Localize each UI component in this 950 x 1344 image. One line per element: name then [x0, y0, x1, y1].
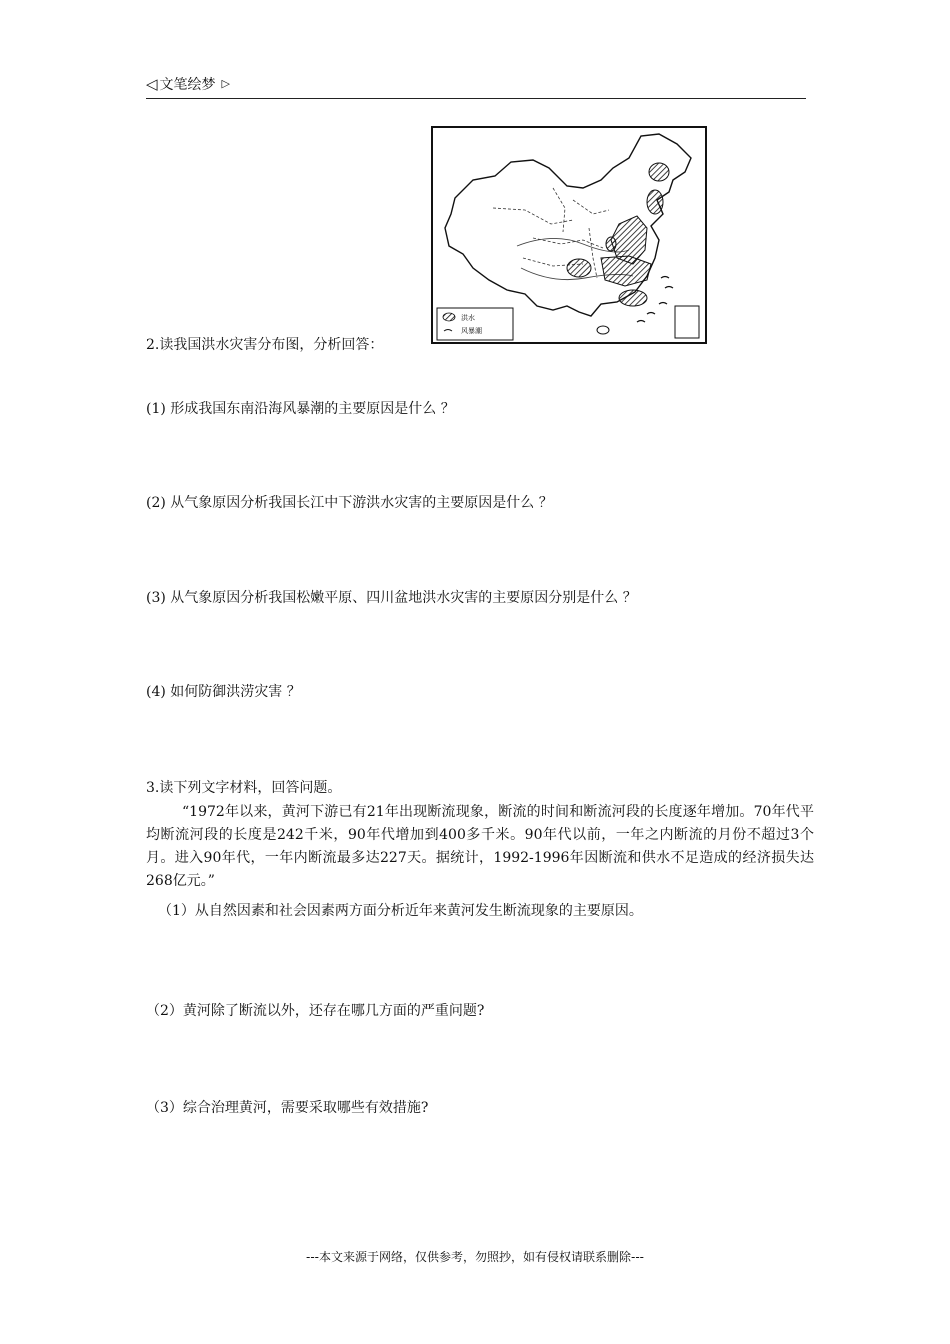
question-2-item-1: (1) 形成我国东南沿海风暴潮的主要原因是什么 ？ [146, 401, 455, 417]
legend-label-flood: 洪水 [461, 314, 475, 322]
flood-hatch-icon [443, 313, 455, 321]
question-3-item-3: （3）综合治理黄河，需要采取哪些有效措施? [146, 1100, 429, 1116]
footer-note: ---本文来源于网络，仅供参考，勿照抄，如有侵权请联系删除--- [306, 1250, 644, 1264]
flood-area-southeast [619, 290, 647, 306]
question-3-item-1: （1）从自然因素和社会因素两方面分析近年来黄河发生断流现象的主要原因。 [158, 903, 643, 919]
legend-label-storm-surge: 风暴潮 [461, 327, 482, 335]
question-3-item-2: （2）黄河除了断流以外，还存在哪几方面的严重问题? [146, 1003, 485, 1019]
question-2-item-3: (3) 从气象原因分析我国松嫩平原、四川盆地洪水灾害的主要原因分别是什么 ？ [146, 590, 637, 606]
question-2-item-4: (4) 如何防御洪涝灾害 ？ [146, 684, 301, 700]
question-3-passage: “1972年以来，黄河下游已有21年出现断流现象，断流的时间和断流河段的长度逐年增加。70年代平均断流河段的长度是242千米，90年代增加到400多千米。90年代以前，一年之内断流的月份不超过3个月。进入90年代，一年内断流最多达227天。据统计，1992-1996年因断流和供水不足造成的经济损失达268亿元。” [146, 804, 814, 889]
triangle-left-icon: ◁ [146, 75, 158, 93]
flood-area-liaohe [647, 190, 663, 214]
flood-distribution-map [431, 126, 707, 344]
south-sea-inset [675, 306, 699, 338]
header-title-row [146, 74, 230, 96]
flood-area-songnen [649, 163, 669, 181]
question-3-title: 3.读下列文字材料，回答问题。 [146, 780, 342, 796]
page-header [146, 74, 806, 99]
header-title: 文笔绘梦 [159, 77, 216, 93]
question-2-title: 2.读我国洪水灾害分布图，分析回答： [146, 337, 384, 353]
china-outline [445, 134, 691, 316]
china-map-illustration [433, 128, 705, 342]
flood-area-sichuan [567, 259, 591, 277]
triangle-right-icon: ▷ [221, 77, 231, 90]
question-2-item-2: (2) 从气象原因分析我国长江中下游洪水灾害的主要原因是什么 ？ [146, 495, 553, 511]
